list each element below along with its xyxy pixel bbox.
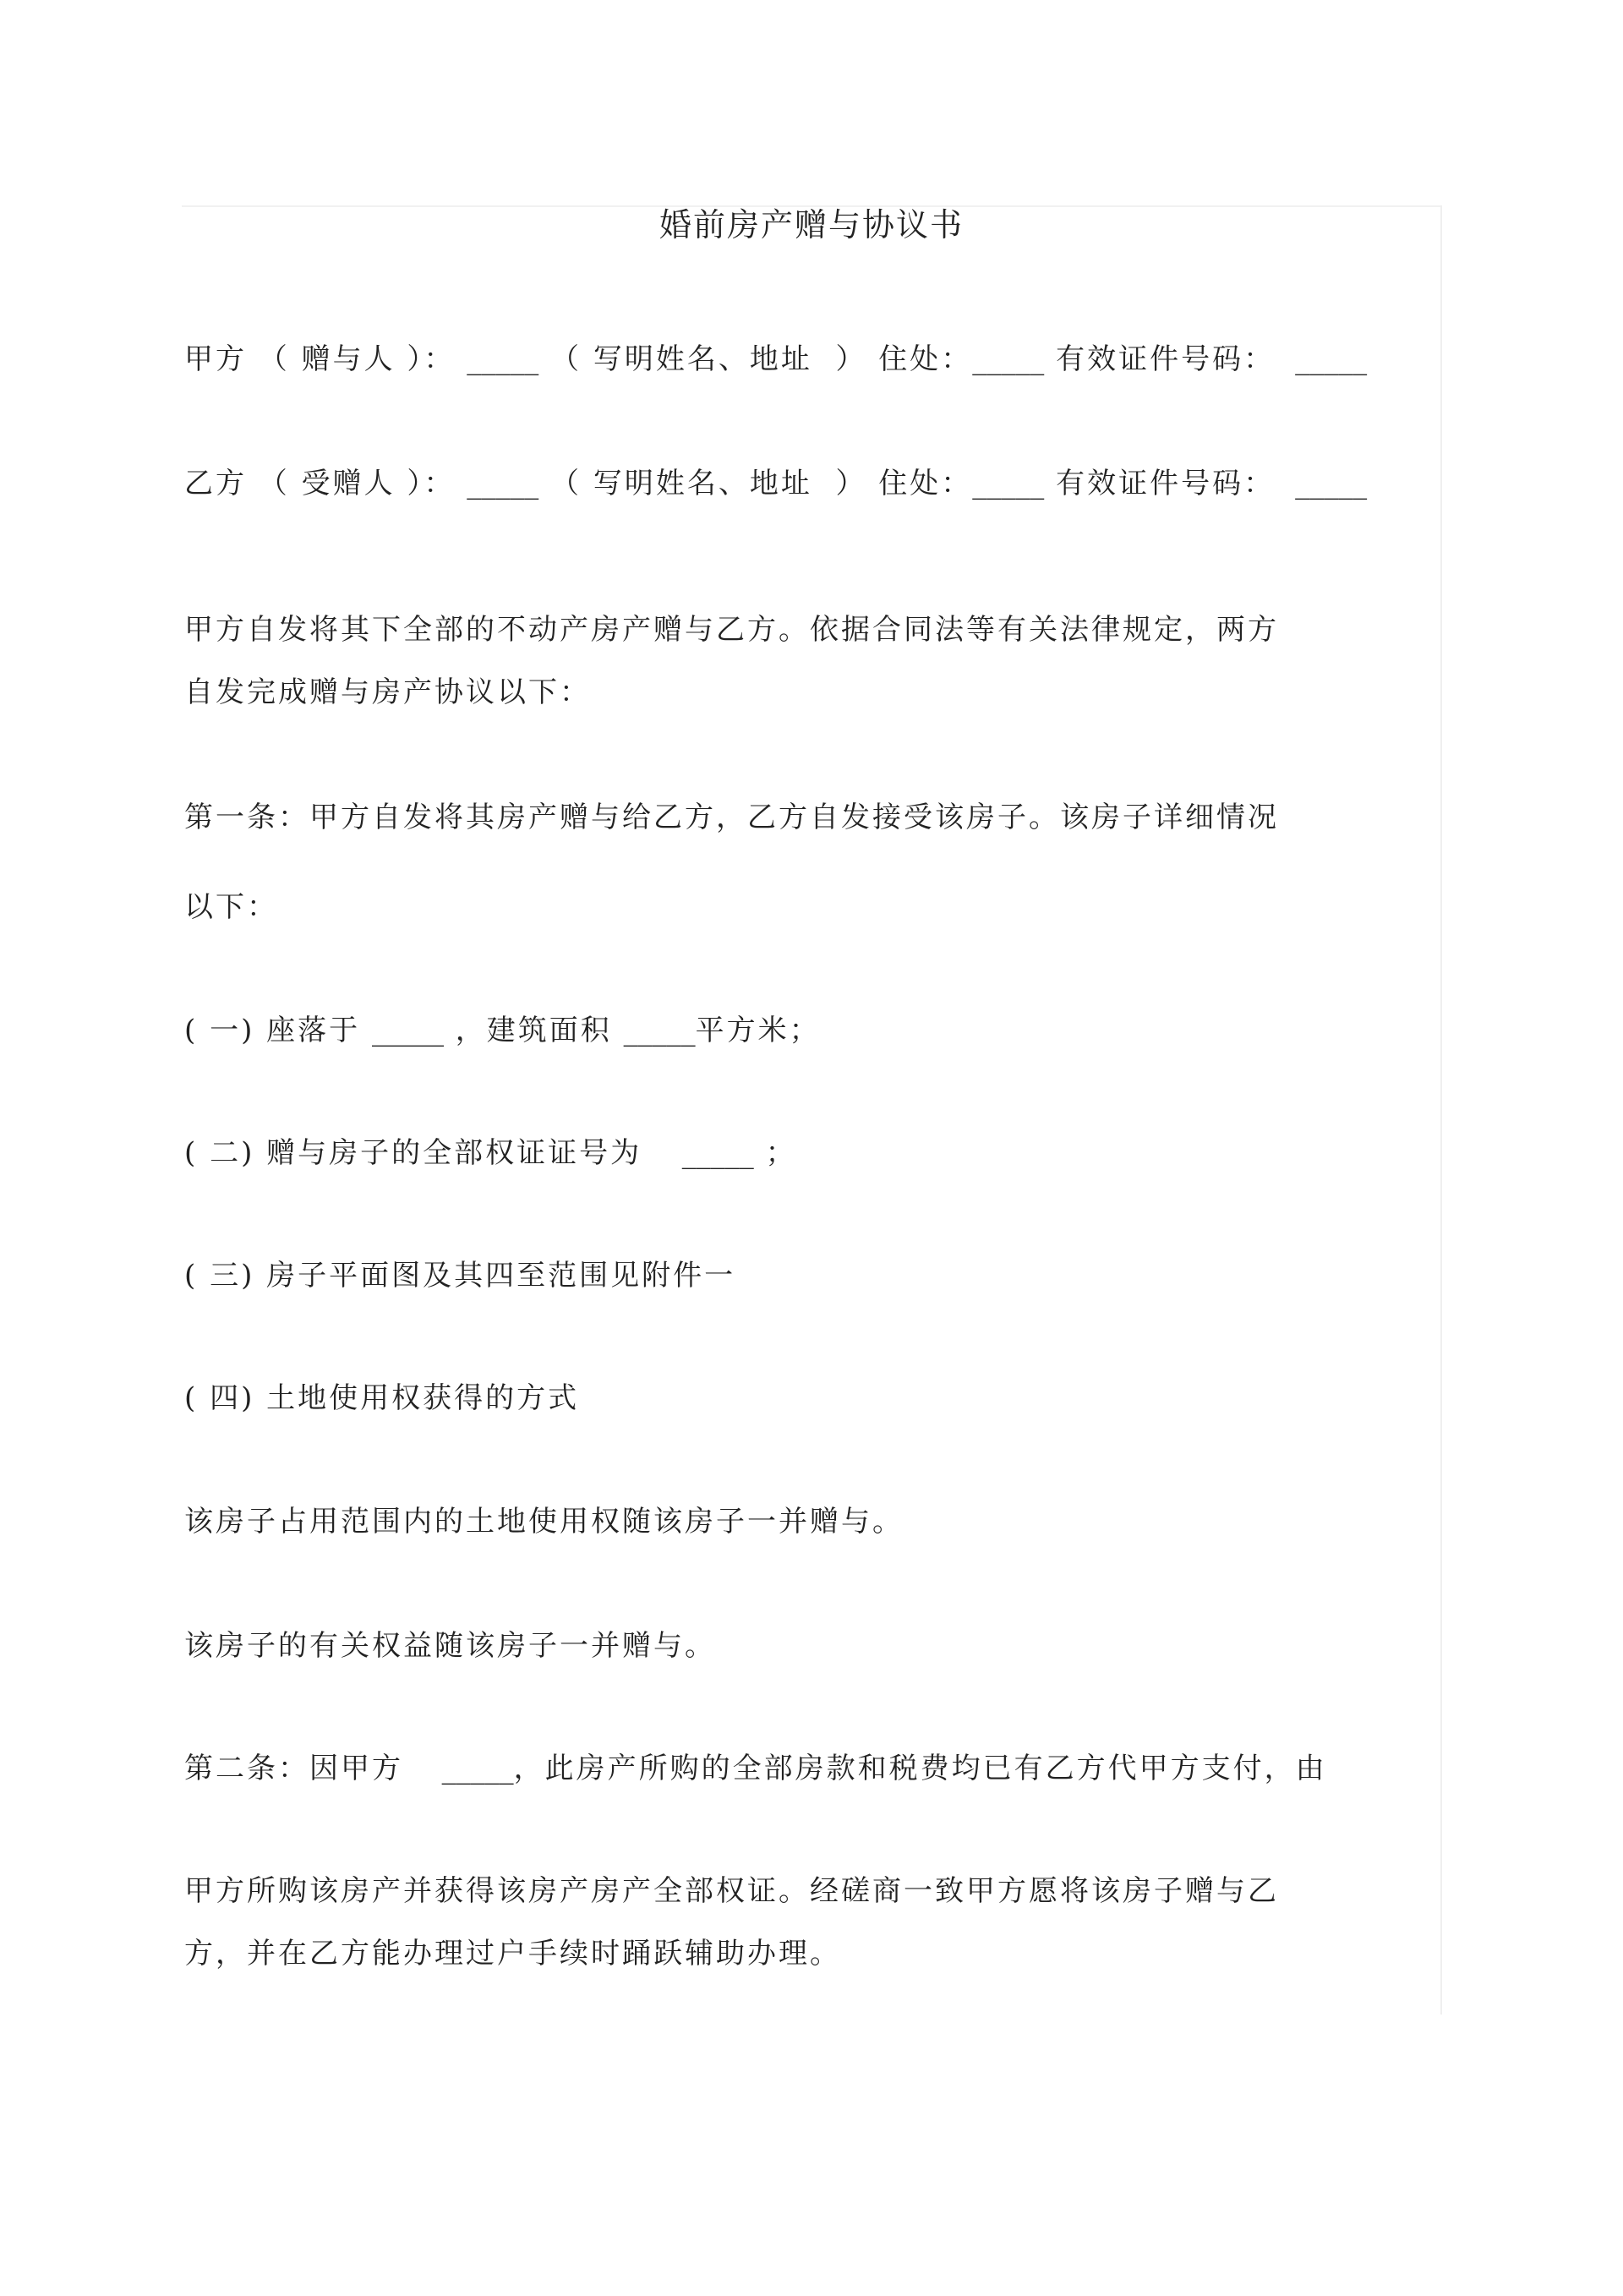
intro-line-2: 自发完成赠与房产协议以下： [184,675,591,709]
article-1-line-2: 以下： [184,890,278,924]
party-a-line [184,336,1367,382]
party-b-line [184,461,1367,506]
intro-line-1: 甲方自发将其下全部的不动产房产赠与乙方。依据合同法等有关法律规定，两方 [184,613,1279,647]
party-b-id-label: 有效证件号码： [1044,467,1276,500]
party-a-note: （ 写明姓名、地址 ） 住处： [538,342,973,376]
party-b-name-blank: _____ [467,467,539,500]
article-2-suffix: ，此房产所购的全部房款和税费均已有乙方代甲方支付，由 [513,1752,1327,1785]
item-1-line [184,1008,821,1053]
item-3-line: ( 三) 房子平面图及其四至范围见附件一 [184,1259,736,1293]
page-frame-right-border [1440,205,1442,2014]
article-2-line-3: 方，并在乙方能办理过户手续时踊跃辅助办理。 [184,1937,841,1971]
item-2-cert-blank: _____ [681,1136,754,1170]
party-a-id-blank: _____ [1295,342,1368,376]
party-b-address-blank: _____ [972,467,1045,500]
item-1-prefix: ( 一) 座落于 [184,1014,372,1047]
item-4-line: ( 四) 土地使用权获得的方式 [184,1381,580,1415]
item-1-location-blank: _____ [371,1014,444,1047]
party-a-id-label: 有效证件号码： [1044,342,1276,376]
party-b-note: （ 写明姓名、地址 ） 住处： [538,467,973,500]
article-2-prefix: 第二条：因甲方 [184,1752,427,1785]
item-2-prefix: ( 二) 赠与房子的全部权证证号为 [184,1136,665,1170]
rights-line: 该房子的有关权益随该房子一并赠与。 [184,1629,716,1663]
item-1-suffix: 平方米； [695,1014,821,1047]
article-2-line-2: 甲方所购该房产并获得该房产房产全部权证。经磋商一致甲方愿将该房子赠与乙 [184,1874,1279,1908]
article-1-line-1: 第一条：甲方自发将其房产赠与给乙方，乙方自发接受该房子。该房子详细情况 [184,801,1279,834]
item-1-area-blank: _____ [623,1014,696,1047]
party-a-address-blank: _____ [972,342,1045,376]
article-2-line-1 [184,1746,1327,1791]
article-2-reason-blank: _____ [441,1752,514,1785]
item-1-middle: ，建筑面积 [443,1014,624,1047]
document-title: 婚前房产赠与协议书 [658,206,964,243]
party-a-name-blank: _____ [467,342,539,376]
party-b-prefix: 乙方 （ 受赠人 ）： [184,467,467,500]
item-2-line [184,1130,797,1176]
item-2-suffix: ； [753,1136,797,1170]
party-b-id-blank: _____ [1295,467,1368,500]
land-right-line: 该房子占用范围内的土地使用权随该房子一并赠与。 [184,1505,904,1539]
party-a-prefix: 甲方 （ 赠与人 ）： [184,342,467,376]
